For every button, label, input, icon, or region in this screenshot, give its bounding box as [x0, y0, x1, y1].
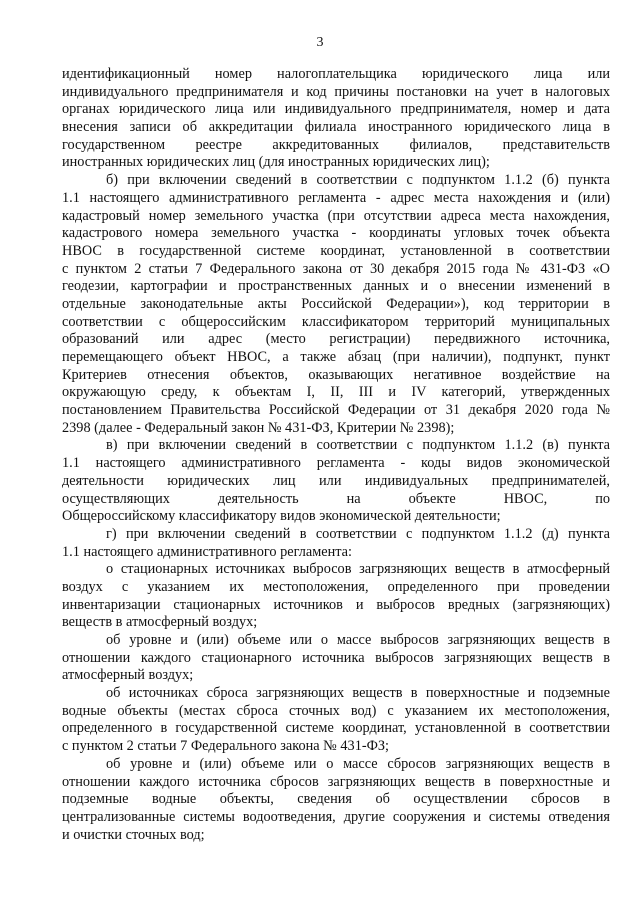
- text-line: б) при включении сведений в соответствии с подпунктом 1.1.2 (б) пункта: [106, 172, 610, 189]
- text-line: о стационарных источниках выбросов загрязняющих веществ в атмосферный: [106, 561, 610, 578]
- text-line: геодезии, картографии и пространственных данных и о внесении изменений в: [62, 278, 610, 295]
- paragraph-g2: [62, 632, 610, 685]
- text-line: с пунктом 2 статьи 7 Федерального закона от 30 декабря 2015 года № 431-ФЗ «О: [62, 260, 610, 277]
- text-line: об уровне и (или) объеме или о массе выбросов загрязняющих веществ в: [106, 632, 610, 648]
- text-line: 1.1 настоящего административного регламента - адрес места нахождения и (или): [62, 189, 610, 206]
- text-line: об источниках сброса загрязняющих веществ в поверхностные и подземные: [106, 685, 610, 702]
- text-line: иностранных юридических лиц (для иностранных юридических лиц);: [62, 154, 490, 171]
- text-line: кадастрового номера земельного участка - координаты угловых точек объекта: [62, 225, 610, 242]
- text-line: отношении каждого источника сбросов загрязняющих веществ в поверхностные и: [62, 773, 610, 790]
- text-line: окружающую среду, к объектам I, II, III и IV категорий, утвержденных: [62, 384, 610, 401]
- paragraph-g4: [62, 756, 610, 844]
- text-line: деятельности юридических лиц или индивидуальных предпринимателей,: [62, 472, 610, 489]
- text-line: отношении каждого стационарного источника выбросов загрязняющих веществ в: [62, 649, 610, 666]
- text-line: в) при включении сведений в соответствии с подпунктом 1.1.2 (в) пункта: [106, 437, 610, 454]
- text-line: осуществляющих деятельность на объекте НВОС, по: [62, 490, 610, 507]
- paragraph-g3: [62, 685, 610, 756]
- document-body: [62, 66, 610, 844]
- text-line: внесения записи об аккредитации филиала иностранного юридического лица в: [62, 119, 610, 136]
- paragraph-continuation: [62, 66, 610, 172]
- paragraph-v: [62, 437, 610, 525]
- text-line: атмосферный воздух;: [62, 667, 194, 684]
- text-line: соответствии с общероссийским классификатором территорий муниципальных: [62, 313, 610, 330]
- text-line: 1.1 настоящего административного регламента - коды видов экономической: [62, 455, 610, 472]
- text-line: идентификационный номер налогоплательщика юридического лица или: [62, 66, 610, 82]
- text-line: централизованные системы водоотведения, другие сооружения и системы отведения: [62, 808, 610, 825]
- text-line: Общероссийскому классификатору видов экономической деятельности;: [62, 508, 501, 525]
- paragraph-g: [62, 526, 610, 561]
- text-line: индивидуального предпринимателя и код причины постановки на учет в налоговых: [62, 83, 610, 100]
- text-line: воздух с указанием их местоположения, определенного при проведении: [62, 578, 610, 595]
- text-line: органах юридического лица или индивидуального предпринимателя, номер и дата: [62, 101, 610, 118]
- text-line: 2398 (далее - Федеральный закон № 431-ФЗ, Критерии № 2398);: [62, 419, 455, 436]
- text-line: водные объекты (местах сброса сточных вод) с указанием их местоположения,: [62, 702, 610, 719]
- text-line: инвентаризации стационарных источников и выбросов вредных (загрязняющих): [62, 596, 610, 613]
- text-line: г) при включении сведений в соответствии с подпунктом 1.1.2 (д) пункта: [106, 525, 610, 542]
- text-line: с пунктом 2 статьи 7 Федерального закона № 431-ФЗ;: [62, 738, 390, 755]
- text-line: Критериев отнесения объектов, оказывающих негативное воздействие на: [62, 366, 610, 383]
- paragraph-b: [62, 172, 610, 437]
- text-line: веществ в атмосферный воздух;: [62, 614, 258, 631]
- text-line: и очистки сточных вод;: [62, 826, 205, 843]
- text-line: перемещающего объект НВОС, а также абзац (при наличии), подпункт, пункт: [62, 349, 610, 365]
- text-line: НВОС в государственной системе координат, установленной в соответствии: [62, 242, 610, 259]
- paragraph-g1: [62, 561, 610, 632]
- text-line: об уровне и (или) объеме или о массе сбросов загрязняющих веществ в: [106, 755, 610, 772]
- text-line: подземные водные объекты, сведения об осуществлении сбросов в: [62, 791, 610, 808]
- text-line: отдельные законодательные акты Российской Федерации»), код территории в: [62, 295, 610, 312]
- text-line: определенного в государственной системе координат, установленной в соответствии: [62, 720, 610, 737]
- text-line: государственном реестре аккредитованных филиалов, представительств: [62, 136, 610, 153]
- page-number: 3: [316, 35, 324, 50]
- text-line: образований или адрес (место регистрации) передвижного источника,: [62, 331, 610, 348]
- text-line: кадастровый номер земельного участка (при отсутствии адреса места нахождения,: [62, 207, 610, 224]
- text-line: 1.1 настоящего административного регламента:: [62, 543, 352, 560]
- text-line: постановлением Правительства Российской Федерации от 31 декабря 2020 года №: [62, 402, 610, 419]
